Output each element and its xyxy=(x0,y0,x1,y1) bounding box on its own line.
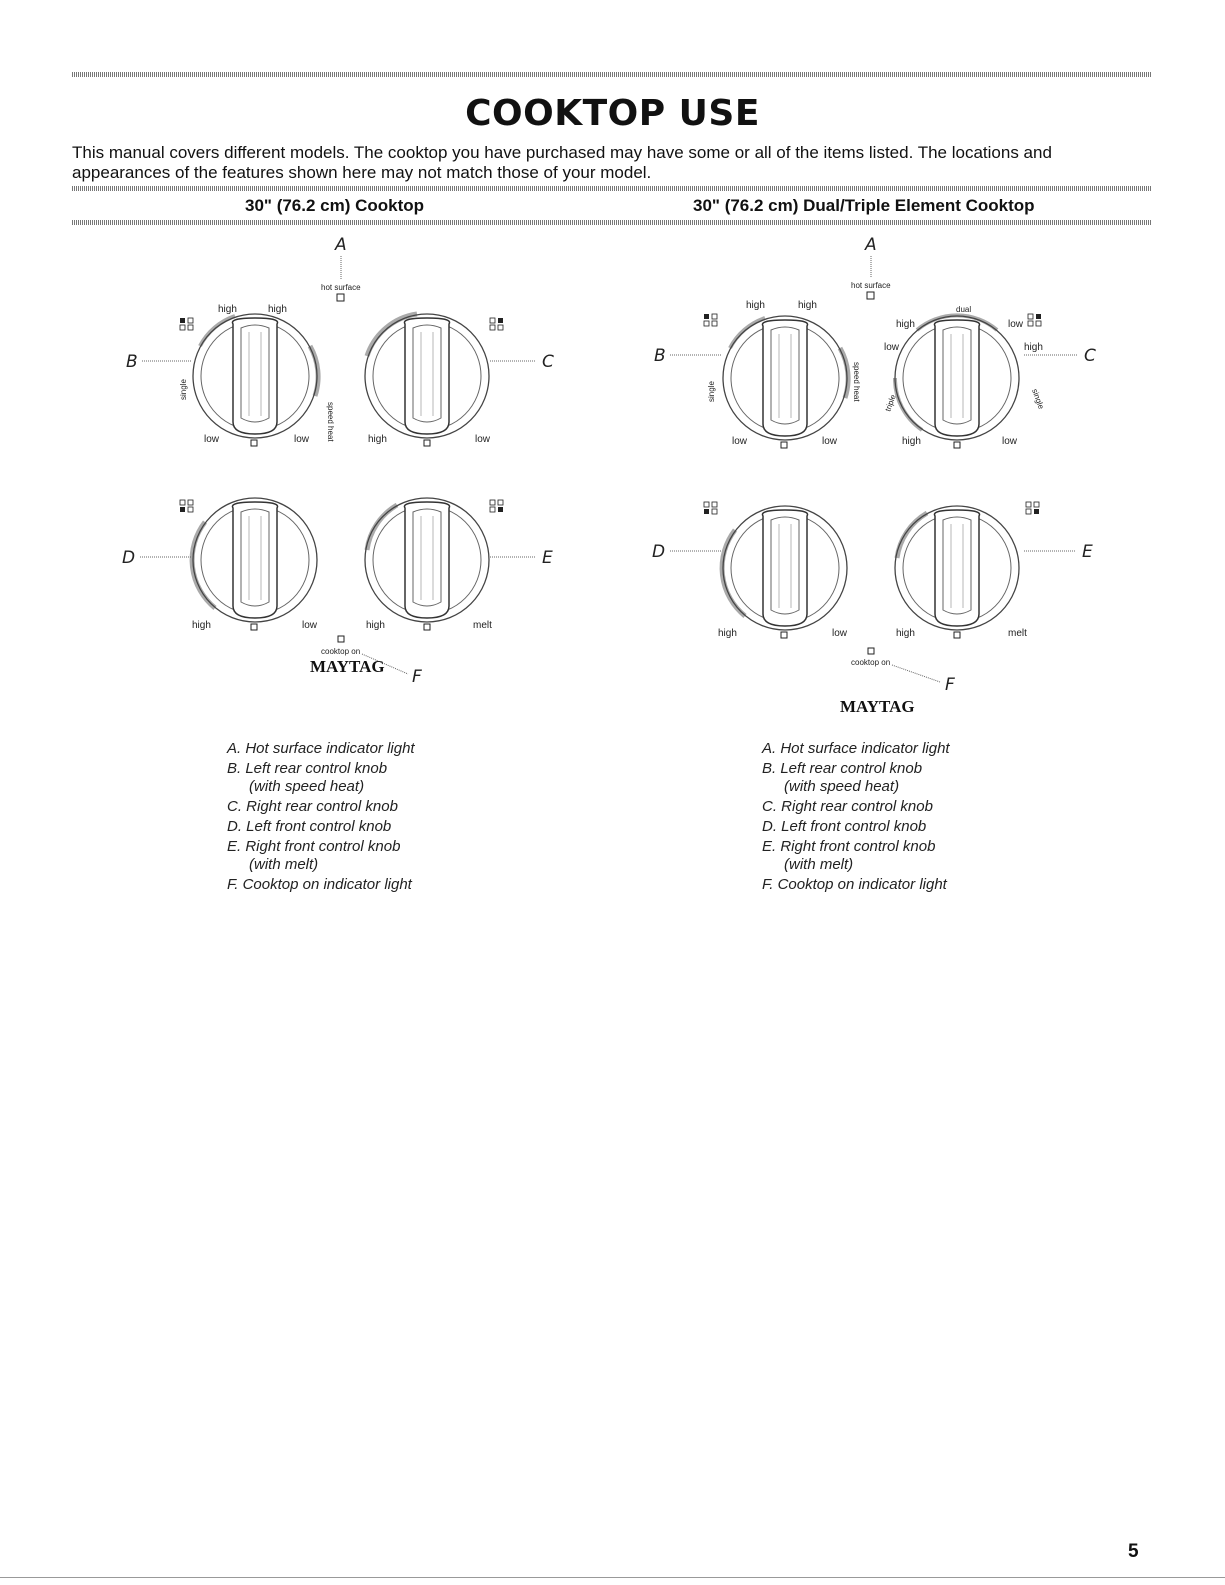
hot-surface-indicator-light xyxy=(337,294,344,301)
knob-rf-high: high xyxy=(366,620,385,631)
cooktop-on-text: cooktop on xyxy=(851,658,891,667)
label-c: C xyxy=(1084,346,1096,366)
knob-rr-low-left: low xyxy=(884,342,900,353)
right-front-control-knob[interactable] xyxy=(365,498,489,622)
knob-lr-low-left: low xyxy=(732,436,748,447)
element-indicator-rf xyxy=(490,500,503,512)
column-heading-standard: 30" (76.2 cm) Cooktop xyxy=(245,196,425,215)
element-indicator-lr xyxy=(180,318,193,330)
legend-item: D. Left front control knob xyxy=(762,818,927,835)
label-e: E xyxy=(542,548,553,568)
knob-lr-high-left: high xyxy=(746,300,765,311)
label-c: C xyxy=(542,352,554,372)
brand-logo: MAYTAG xyxy=(840,697,915,716)
diagram-standard-cooktop xyxy=(110,230,580,700)
label-f: F xyxy=(945,675,955,695)
column-heading-dual-triple: 30" (76.2 cm) Dual/Triple Element Cooktop xyxy=(693,196,1035,215)
knob-rr-single: single xyxy=(1030,387,1046,411)
legend-item: A. Hot surface indicator light xyxy=(762,740,950,757)
left-front-control-knob[interactable] xyxy=(192,498,317,622)
element-indicator-rr xyxy=(490,318,503,330)
legend-item: F. Cooktop on indicator light xyxy=(762,876,947,893)
legend-item: E. Right front control knob (with melt) xyxy=(762,838,936,873)
hot-surface-text: hot surface xyxy=(321,283,361,292)
knob-rr-high-right: high xyxy=(1024,342,1043,353)
element-indicator-rr xyxy=(1028,314,1041,326)
right-rear-control-knob[interactable] xyxy=(895,315,1019,440)
knob-lf-low: low xyxy=(832,628,848,639)
legend-item: D. Left front control knob xyxy=(227,818,392,835)
header-rule-bottom xyxy=(72,220,1152,225)
knob-rf-high: high xyxy=(896,628,915,639)
legend-item: B. Left rear control knob (with speed heat) xyxy=(762,760,923,795)
page-number: 5 xyxy=(1128,1541,1139,1562)
legend-dual-triple xyxy=(762,740,950,896)
knob-rr-low-bottom: low xyxy=(1002,436,1018,447)
knob-rr-dual: dual xyxy=(956,305,972,314)
element-indicator-rf xyxy=(1026,502,1039,514)
knob-rr-high: high xyxy=(368,434,387,445)
hot-surface-text: hot surface xyxy=(851,281,891,290)
legend-item: C. Right rear control knob xyxy=(227,798,398,815)
legend-item: B. Left rear control knob (with speed heat) xyxy=(227,760,388,795)
legend-item: C. Right rear control knob xyxy=(762,798,933,815)
knob-lr-low-right: low xyxy=(822,436,838,447)
knob-lr-high-right: high xyxy=(268,304,287,315)
left-rear-control-knob[interactable] xyxy=(193,314,318,438)
knob-rr-low-top: low xyxy=(1008,319,1024,330)
cooktop-on-indicator-light xyxy=(868,648,874,654)
brand-logo: MAYTAG xyxy=(310,657,385,676)
legend-item: E. Right front control knob (with melt) xyxy=(227,838,401,873)
element-indicator-lr xyxy=(704,314,717,326)
knob-rr-high-top: high xyxy=(896,319,915,330)
label-f: F xyxy=(412,667,422,687)
right-rear-control-knob[interactable] xyxy=(365,314,489,438)
label-d: D xyxy=(652,542,666,562)
knob-rr-high-bottom: high xyxy=(902,436,921,447)
label-d: D xyxy=(122,548,136,568)
knob-lf-high: high xyxy=(192,620,211,631)
label-e: E xyxy=(1082,542,1093,562)
knob-lr-high-left: high xyxy=(218,304,237,315)
knob-rf-melt: melt xyxy=(473,620,492,631)
legend-item: A. Hot surface indicator light xyxy=(227,740,415,757)
cooktop-on-indicator-light xyxy=(338,636,344,642)
label-a: A xyxy=(335,235,347,255)
knob-lr-speed-heat: speed heat xyxy=(852,362,861,402)
page-title: COOKTOP USE xyxy=(465,93,760,134)
left-rear-control-knob[interactable] xyxy=(723,316,848,440)
knob-rf-melt: melt xyxy=(1008,628,1027,639)
element-indicator-lf xyxy=(180,500,193,512)
knob-rr-triple: triple xyxy=(883,393,898,413)
bottom-rule xyxy=(0,1577,1225,1578)
cooktop-on-text: cooktop on xyxy=(321,647,361,656)
knob-lr-single: single xyxy=(707,381,716,402)
intro-paragraph: This manual covers different models. The cooktop you have purchased may have some or all of the items listed. The locations and appearances of the features shown here may not match those of your model. xyxy=(72,143,1052,182)
hot-surface-indicator-light xyxy=(867,292,874,299)
label-a: A xyxy=(865,235,877,255)
knob-lr-low-left: low xyxy=(204,434,220,445)
knob-rr-low: low xyxy=(475,434,491,445)
knob-lr-single: single xyxy=(179,379,188,400)
header-rule-top xyxy=(72,186,1152,191)
top-rule xyxy=(72,72,1152,77)
legend-item: F. Cooktop on indicator light xyxy=(227,876,412,893)
knob-rr-speed-heat: speed heat xyxy=(326,402,335,442)
knob-lr-high-right: high xyxy=(798,300,817,311)
label-b: B xyxy=(126,352,138,372)
knob-lf-high: high xyxy=(718,628,737,639)
diagram-dual-triple-cooktop xyxy=(640,230,1110,716)
right-front-control-knob[interactable] xyxy=(895,506,1019,630)
legend-standard xyxy=(227,740,415,896)
knob-lf-low: low xyxy=(302,620,318,631)
knob-lr-low-right: low xyxy=(294,434,310,445)
label-b: B xyxy=(654,346,666,366)
element-indicator-lf xyxy=(704,502,717,514)
left-front-control-knob[interactable] xyxy=(722,506,847,630)
